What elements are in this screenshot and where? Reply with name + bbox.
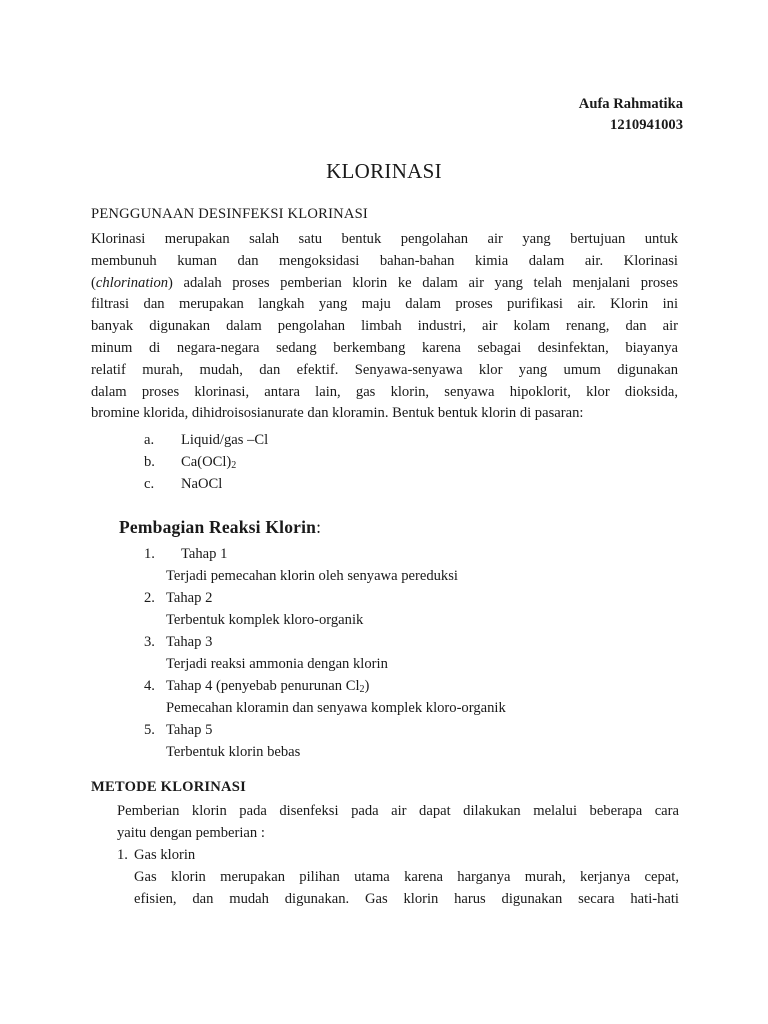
paragraph-line: filtrasi dan merupakan langkah yang maju dalam proses purifikasi air. Klorin ini [91,296,678,313]
step-description: Pemecahan kloramin dan senyawa komplek kloro-organik [166,700,506,716]
heading-colon: : [316,517,322,537]
author-id: 1210941003 [610,117,683,133]
paragraph-line: Klorinasi merupakan salah satu bentuk pengolahan air yang bertujuan untuk [91,231,678,247]
section-paragraph-metode [117,800,679,910]
list-item-text: NaOCl [181,476,223,492]
paragraph-line: bromine klorida, dihidroisosianurate dan kloramin. Bentuk bentuk klorin di pasaran: [91,405,584,422]
step-description: Terjadi reaksi ammonia dengan klorin [166,656,388,672]
list-item [144,451,268,473]
step-number: 4. [144,678,155,694]
step-title-row [144,543,506,565]
reaction-steps-list [144,543,506,763]
list-item-text: Ca(OCl) [181,454,232,470]
paragraph-line: Pemberian klorin pada disenfeksi pada air dapat dilakukan melalui beberapa cara [117,803,679,819]
section-heading-pembagian [119,517,321,538]
step-title: Tahap 3 [166,634,213,650]
step-number: 3. [144,634,155,650]
step-number: 1. [144,546,155,562]
paragraph-line: minum di negara-negara sedang berkembang karena sebagai desinfektan, biayanya [91,339,678,356]
step-title-row [144,631,506,653]
step-title: Tahap 2 [166,590,213,606]
paragraph-line: relatif murah, mudah, dan efektif. Senyawa-senyawa klor yang umum digunakan [91,361,678,378]
step-description: Terbentuk klorin bebas [166,744,301,760]
italic-term: chlorination [95,274,169,291]
section-heading-penggunaan: PENGGUNAAN DESINFEKSI KLORINASI [91,206,368,222]
subscript: 2 [359,684,365,695]
step-number: 5. [144,722,155,738]
step-title: Tahap 1 [181,546,228,562]
paragraph-text: ) adalah proses pemberian klorin ke dalam air yang telah menjalani proses [168,274,678,291]
step-title-row [144,719,506,741]
paragraph-line [91,273,678,295]
chlorine-forms-list [144,429,268,495]
paragraph-text: ( [91,274,96,291]
list-item-text: Liquid/gas –Cl [181,432,269,448]
list-marker: c. [144,476,155,492]
step-title-row [144,587,506,609]
paragraph-line: yaitu dengan pemberian : [117,825,265,841]
method-item-number: 1. [117,847,128,863]
paragraph-line: dalam proses klorinasi, antara lain, gas klorin, senyawa hipoklorit, klor dioksida, [91,383,678,400]
document-title: KLORINASI [326,159,442,183]
section-paragraph-penggunaan [91,229,678,425]
list-item [144,473,268,495]
list-marker: a. [144,432,155,448]
step-title: Tahap 4 (penyebab penurunan Cl [166,678,360,694]
section-heading-metode: METODE KLORINASI [91,779,246,795]
author-block [579,94,683,136]
paragraph-line: banyak digunakan dalam pengolahan limbah industri, air kolam renang, dan air [91,318,678,335]
author-name: Aufa Rahmatika [578,96,683,112]
subscript: 2 [231,460,237,471]
method-item-title [117,844,679,866]
method-item-label: Gas klorin [134,847,196,863]
step-title-row [144,675,506,697]
list-marker: b. [144,454,155,470]
list-item [144,429,268,451]
step-title: Tahap 5 [166,722,213,738]
paragraph-line: Gas klorin merupakan pilihan utama karena harganya murah, kerjanya cepat, [134,869,679,885]
step-description: Terbentuk komplek kloro-organik [166,612,364,628]
step-number: 2. [144,590,155,606]
step-description: Terjadi pemecahan klorin oleh senyawa pereduksi [166,568,458,584]
paragraph-line: membunuh kuman dan mengoksidasi bahan-bahan kimia dalam air. Klorinasi [91,252,678,269]
heading-text: Pembagian Reaksi Klorin [119,517,317,537]
paragraph-line: efisien, dan mudah digunakan. Gas klorin harus digunakan secara hati-hati [134,891,679,907]
step-title-end: ) [364,678,370,694]
